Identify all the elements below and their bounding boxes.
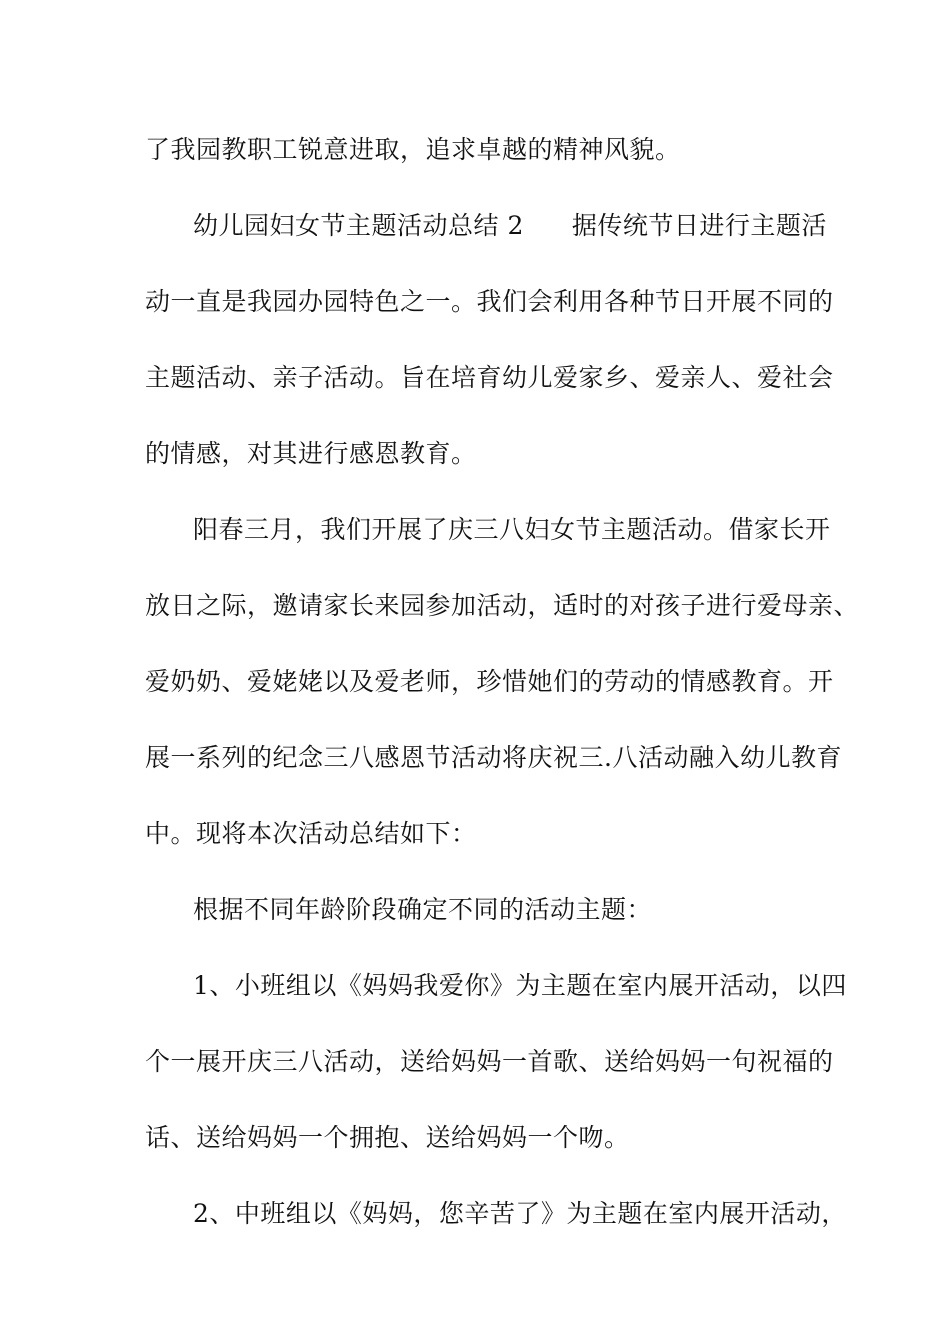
text-line-7: 放日之际，邀请家长来园参加活动，适时的对孩子进行爱母亲、 [145, 591, 860, 620]
text-line-9: 展一系列的纪念三八感恩节活动将庆祝三.八活动融入幼儿教育 [145, 743, 842, 772]
text-line-4: 主题活动、亲子活动。旨在培育幼儿爱家乡、爱亲人、爱社会 [145, 363, 834, 392]
text-line-15: 2、中班组以《妈妈，您辛苦了》为主题在室内展开活动， [193, 1199, 847, 1228]
text-line-5: 的情感，对其进行感恩教育。 [145, 439, 477, 468]
text-line-2 [193, 206, 893, 246]
text-line-13: 个一展开庆三八活动，送给妈妈一首歌、送给妈妈一句祝福的 [145, 1047, 834, 1076]
text-line-6: 阳春三月，我们开展了庆三八妇女节主题活动。借家长开 [193, 515, 831, 544]
text-line-8: 爱奶奶、爱姥姥以及爱老师，珍惜她们的劳动的情感教育。开 [145, 667, 834, 696]
text-line-11: 根据不同年龄阶段确定不同的活动主题： [193, 895, 653, 924]
text-line-14: 话、送给妈妈一个拥抱、送给妈妈一个吻。 [145, 1123, 630, 1152]
text-line-12: 1、小班组以《妈妈我爱你》为主题在室内展开活动，以四 [193, 971, 847, 1000]
text-line-3: 动一直是我园办园特色之一。我们会利用各种节日开展不同的 [145, 287, 834, 316]
text-line-10: 中。现将本次活动总结如下： [145, 819, 477, 848]
section-heading: 幼儿园妇女节主题活动总结 2 [193, 211, 524, 240]
text-segment: 据传统节日进行主题活 [571, 211, 827, 240]
text-line-1: 了我园教职工锐意进取，追求卓越的精神风貌。 [145, 135, 681, 164]
